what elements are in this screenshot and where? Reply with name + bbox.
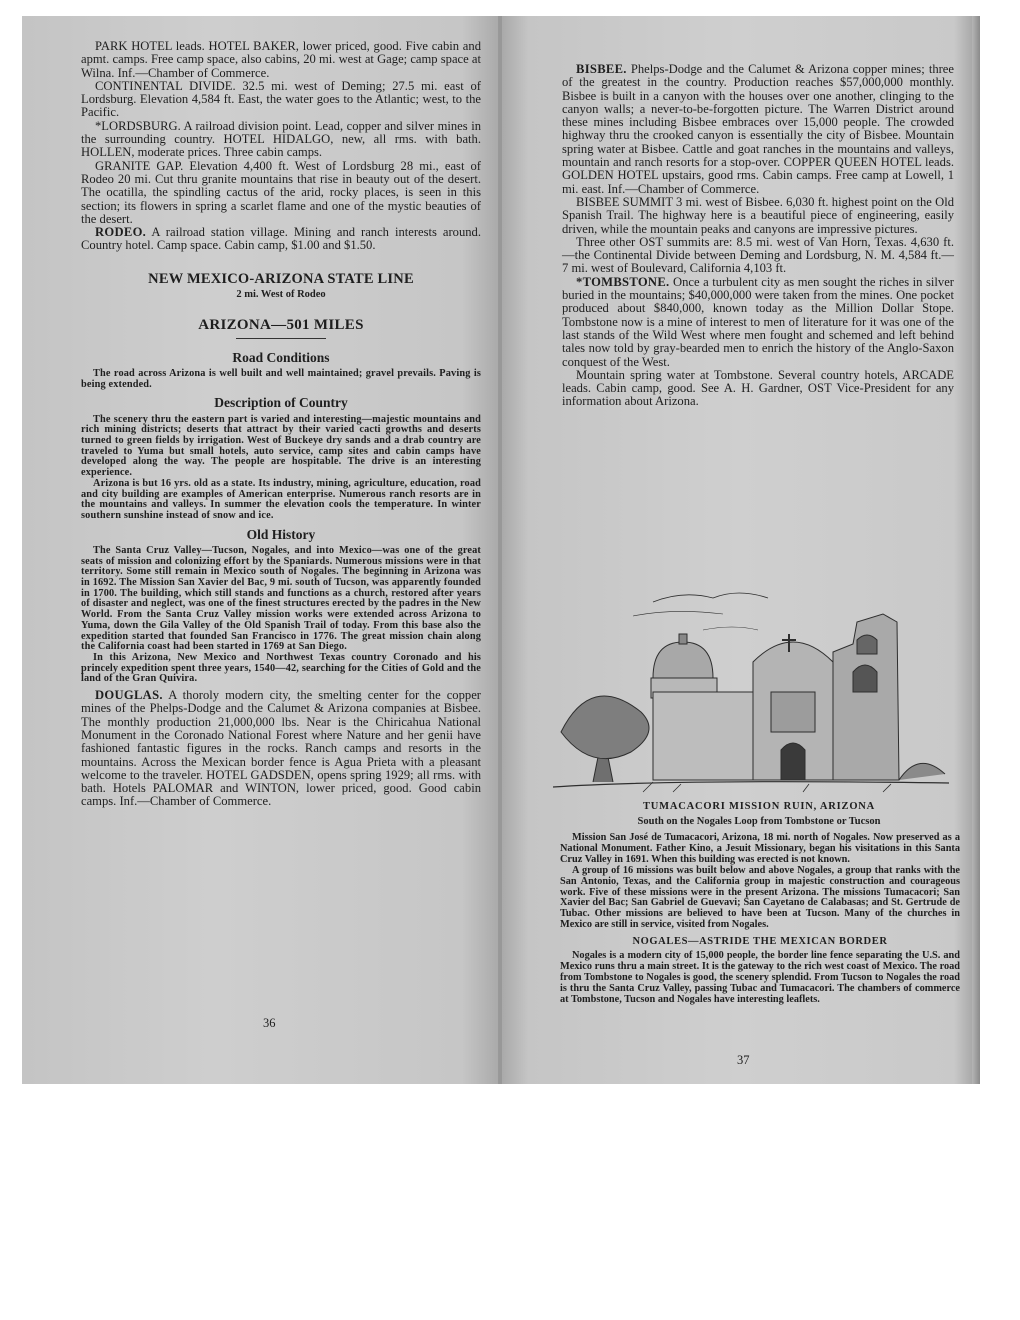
history-paragraph: In this Arizona, New Mexico and Northwest Texas country Coronado and his princely expedition spent three years, 1540—42, searching for the Cities of Gold and the land of the Gran Quivira. — [81, 652, 481, 685]
illustration-subcaption: South on the Nogales Loop from Tombstone or Tucson — [637, 816, 881, 827]
page-edge — [972, 16, 980, 1084]
description-block — [81, 415, 481, 522]
road-conditions-text: The road across Arizona is well built and well maintained; gravel prevails. Paving is being extended. — [81, 367, 481, 390]
page-number: 37 — [737, 1053, 750, 1067]
mission-paragraph: Mission San José de Tumacacori, Arizona, 18 mi. north of Nogales. Now preserved as a National Monument. Father Kino, a Jesuit Missionary, began his visitations in this Santa Cruz Valley in 1691. When this building was erected is not known. — [560, 832, 960, 865]
road-conditions-heading: Road Conditions — [232, 349, 330, 365]
left-page — [22, 16, 500, 1084]
history-paragraph: The Santa Cruz Valley—Tucson, Nogales, and into Mexico—was one of the great seats of mission and colonizing effort by the Spaniards. Numerous missions were in that territory. Some still remain in Mexico south of Nogales. The beginning in Arizona was in 1692. The Mission San Xavier del Bac, 9 mi. south of Tucson, was apparently founded in 1700. The building, which still stands and functions as a church, restored after years of disaster and neglect, was one of the finest structures erected by the padres in the New World. From the Santa Cruz Valley mission works were extended across Arizona to Yuma, down the Gila Valley of the Old Spanish Trail of today. From this base also the expedition started that founded San Francisco in 1776. The great mission chain along the California coast had been started in 1769 at San Diego. — [81, 544, 481, 653]
bisbee-summit-paragraph: BISBEE SUMMIT 3 mi. west of Bisbee. 6,030 ft. highest point on the Old Spanish Trail. The highway here is a beautiful piece of engineering, easily driven, while the mountain peaks and canyons are impressive pictures. — [562, 194, 954, 236]
granite-gap-paragraph: GRANITE GAP. Elevation 4,400 ft. West of Lordsburg 28 mi., east of Rodeo 20 mi. Cut thru granite mountains that rise in beauty out of the desert. The ocatilla, the spindling cactus of the arid, rocky places, is seen in this section; its flowers in spring a scarlet flame and one of the mystic beauties of the desert. — [81, 158, 481, 226]
state-line-heading: NEW MEXICO-ARIZONA STATE LINE — [148, 270, 414, 287]
tombstone-text: Once a turbulent city as men sought the riches in silver buried in the mountains; $40,000,000 were taken from the mines. One pocket produced about $840,000, known today as the Million Dollar Stope. Tombstone now is a mine of interest to men of literature for it was one of the last stands of the Wild West where men fought and schemed and left behind tales now told by gray-bearded men to enrich the history of the Anglo-Saxon conquest of the West. — [562, 274, 954, 369]
tombstone-heading: *TOMBSTONE. — [576, 274, 670, 289]
mission-ruin-illustration — [553, 582, 949, 794]
mission-text-block — [560, 833, 960, 1006]
nogales-heading: NOGALES—ASTRIDE THE MEXICAN BORDER — [632, 936, 888, 948]
rodeo-text: A railroad station village. Mining and ranch interests around. Country hotel. Camp space. Cabin camp, $1.00 and $1.50. — [81, 225, 481, 253]
illustration-caption: TUMACACORI MISSION RUIN, ARIZONA — [642, 801, 876, 812]
description-paragraph: Arizona is but 16 yrs. old as a state. Its industry, mining, agriculture, education, road and city building are examples of American enterprise. Numerous ranch resorts are in the mountains and valleys. In summer the elevation cools the temperature. In winter southern sunshine instead of snow and ice. — [81, 477, 481, 521]
rodeo-paragraph — [81, 226, 481, 253]
road-conditions-block — [81, 369, 481, 390]
right-page — [500, 16, 978, 1084]
booklet-spread — [22, 16, 978, 1084]
spine-gutter — [498, 16, 502, 1084]
continental-divide-paragraph: CONTINENTAL DIVIDE. 32.5 mi. west of Deming; 27.5 mi. east of Lordsburg. Elevation 4,584 ft. East, the water goes to the Atlantic; west, to the Pacific. — [81, 78, 481, 120]
history-heading: Old History — [246, 526, 316, 542]
history-block — [81, 546, 481, 685]
tombstone-water-paragraph: Mountain spring water at Tombstone. Several country hotels, ARCADE leads. Cabin camp, good. See A. H. Gardner, OST Vice-President for any information about Arizona. — [562, 367, 954, 409]
heading-divider — [236, 338, 326, 339]
tombstone-paragraph — [562, 276, 954, 369]
douglas-heading: DOUGLAS. — [95, 688, 163, 703]
right-column — [562, 63, 954, 409]
description-heading: Description of Country — [214, 395, 348, 411]
lordsburg-paragraph: *LORDSBURG. A railroad division point. Lead, copper and silver mines in the surrounding country. HOTEL HIDALGO, new, all rms. with bath. HOLLEN, moderate prices. Three cabin camps. — [81, 118, 481, 160]
bisbee-heading: BISBEE. — [576, 62, 627, 76]
rodeo-heading: RODEO. — [95, 225, 147, 240]
description-paragraph: The scenery thru the eastern part is varied and interesting—majestic mountains and rich mining districts; deserts that attract by their varied cacti growths and deserts turned to green fields by irrigation. West of Buckeye dry sands and a drab country are traveled to Yuma but small hotels, auto service, camp sites and cabin camps have developed along the way. The people are hospitable. The drive is an interesting experience. — [81, 413, 481, 479]
ost-summits-paragraph: Three other OST summits are: 8.5 mi. west of Van Horn, Texas. 4,630 ft.—the Continental Divide between Deming and Lordsburg, N. M. 4,584 ft.—7 mi. west of Boulevard, California 4,103 ft. — [562, 234, 954, 276]
mission-paragraph: A group of 16 missions was built below and above Nogales, a group that ranks with the San Antonio, Texas, and the California group in majestic construction and courageous work. Five of these missions were in the present Arizona. The missions Tumacacori; San Xavier del Bac; San Gabriel de Guevavi; San Cayetano de Calabasas; and St. Gertrude de Tubac. Other missions are believed to have been at Tucson. Many of the churches in Mexico are still in service, visited from Nogales. — [560, 864, 960, 931]
left-column — [81, 40, 481, 809]
arizona-heading: ARIZONA—501 MILES — [198, 317, 364, 334]
bisbee-text: Phelps-Dodge and the Calumet & Arizona copper mines; three of the greatest in the country. Production reaches $57,000,000 monthly. Bisbee is built in a canyon with the houses over one another, clinging to the canyon walls; a never-to-be-forgotten picture. The Warren District around these mines including Bisbee embraces over 15,000 people. The crowded highway thru the crooked canyon is essentially the city of Bisbee. Mountain spring water at Bisbee. Cattle and goat ranches in the mountains and valleys, mountain and ranch resorts for a stop-over. COPPER QUEEN HOTEL leads. GOLDEN HOTEL upstairs, good rms. Cabin camps. Free camp at Lowell, 1 mi. east. Inf.—Chamber of Commerce. — [562, 62, 954, 196]
state-line-subheading: 2 mi. West of Rodeo — [236, 289, 326, 301]
douglas-paragraph — [81, 689, 481, 809]
page-number: 36 — [263, 1016, 276, 1030]
bisbee-paragraph — [562, 63, 954, 196]
nogales-paragraph: Nogales is a modern city of 15,000 people, the border line fence separating the U.S. and Mexico runs thru a main street. It is the gateway to the rich west coast of Mexico. The road from Tombstone to Nogales is good, the scenery splendid. From Tucson to Nogales the road is thru the Santa Cruz Valley, passing Tubac and Tumacacori. The chambers of commerce at Tombstone, Tucson and Nogales have interesting leaflets. — [560, 950, 960, 1005]
douglas-text: A thoroly modern city, the smelting center for the copper mines of the Phelps-Dodge and the Calumet & Arizona companies at Bisbee. The monthly production 21,000,000 lbs. Near is the Chiricahua National Monument in the Coronado National Forest where Nature and her genii have fashioned fantastic figures in the rocks. Ranch camps and resorts in the mountains. Across the Mexican border fence is Agua Prieta with a pleasant welcome to the traveler. HOTEL GADSDEN, opens spring 1929; all rms. with bath. Hotels PALOMAR and WINTON, lower priced, good. Good cabin camps. Inf.—Chamber of Commerce. — [81, 688, 481, 809]
park-hotel-paragraph: PARK HOTEL leads. HOTEL BAKER, lower priced, good. Five cabin and apmt. camps. Free camp space, also cabins, 20 mi. west at Gage; camp space at Wilna. Inf.—Chamber of Commerce. — [81, 39, 481, 80]
